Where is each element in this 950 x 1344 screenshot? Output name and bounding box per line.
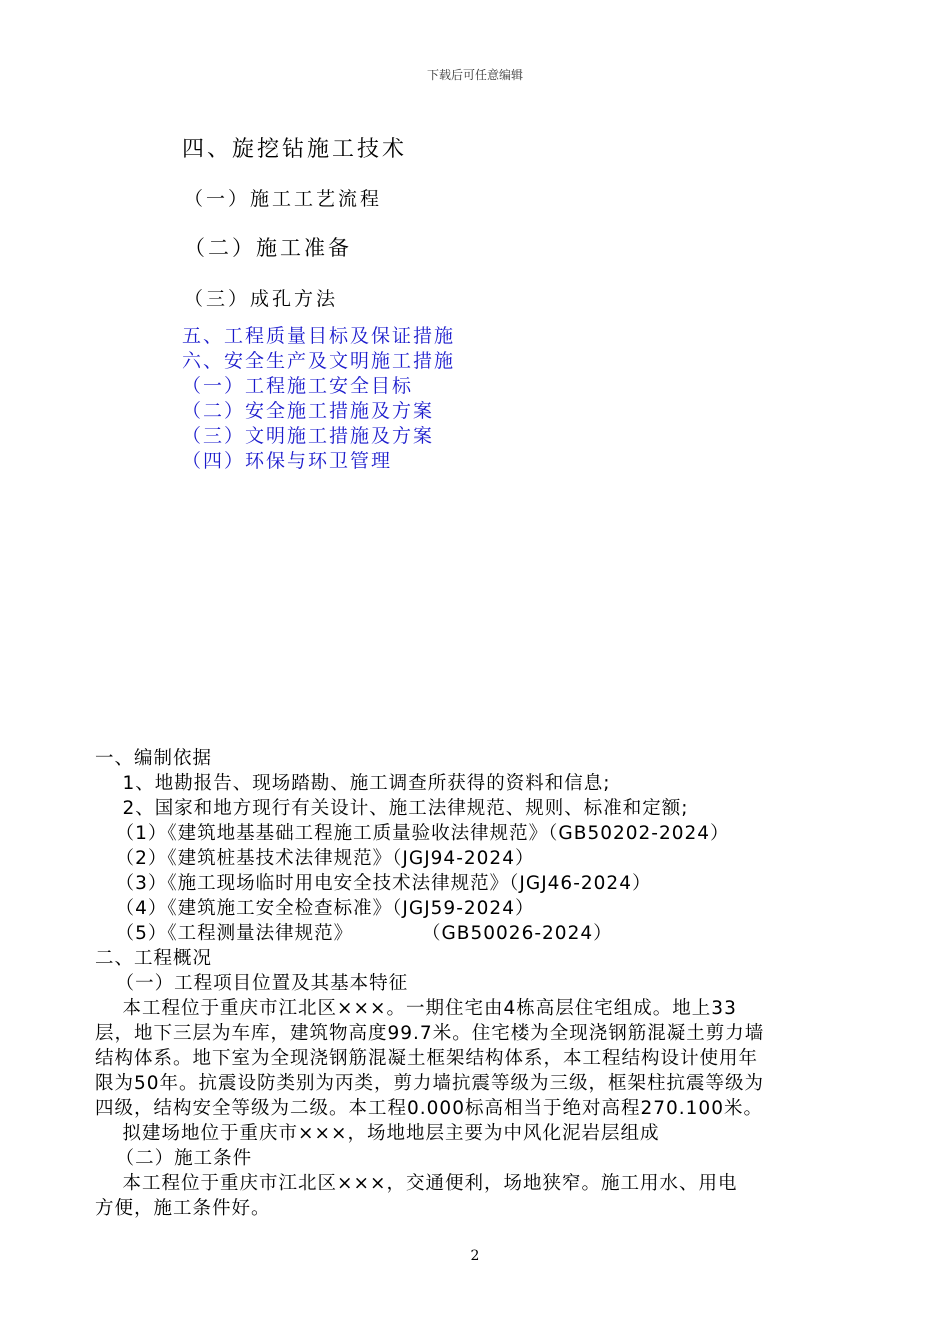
toc-item-4-2: （二）施工准备 <box>184 236 352 260</box>
body-line: （4）《建筑施工安全检查标准》（JGJ59-2024） <box>95 898 535 919</box>
toc-link-6-2[interactable]: （二）安全施工措施及方案 <box>182 400 435 422</box>
toc-link-6-1[interactable]: （一）工程施工安全目标 <box>182 375 414 397</box>
section-heading-1: 一、编制依据 <box>95 748 213 769</box>
body-line: （二）施工条件 <box>95 1148 253 1169</box>
page-number: 2 <box>470 1248 480 1264</box>
body-line: 层，地下三层为车库，建筑物高度99.7米。住宅楼为全现浇钢筋混凝土剪力墙 <box>95 1023 765 1044</box>
body-line: 拟建场地位于重庆市×××，场地地层主要为中风化泥岩层组成 <box>95 1123 660 1144</box>
body-line: 结构体系。地下室为全现浇钢筋混凝土框架结构体系，本工程结构设计使用年 <box>95 1048 759 1069</box>
body-line: 本工程位于重庆市江北区×××，交通便利，场地狭窄。施工用水、用电 <box>95 1173 738 1194</box>
toc-item-4-3: （三）成孔方法 <box>184 288 339 310</box>
toc-link-6-4[interactable]: （四）环保与环卫管理 <box>182 450 393 472</box>
body-line: 方便，施工条件好。 <box>95 1198 271 1219</box>
toc-link-5[interactable]: 五、工程质量目标及保证措施 <box>182 325 456 347</box>
body-line: 2、国家和地方现行有关设计、施工法律规范、规则、标准和定额; <box>95 798 689 819</box>
body-line: （5）《工程测量法律规范》 （GB50026-2024） <box>95 923 613 944</box>
toc-item-4: 四、旋挖钻施工技术 <box>182 137 408 162</box>
body-line: （2）《建筑桩基技术法律规范》（JGJ94-2024） <box>95 848 535 869</box>
toc-item-4-1: （一）施工工艺流程 <box>184 188 383 210</box>
body-line: （3）《施工现场临时用电安全技术法律规范》（JGJ46-2024） <box>95 873 652 894</box>
section-heading-2: 二、工程概况 <box>95 948 213 969</box>
toc-link-6-3[interactable]: （三）文明施工措施及方案 <box>182 425 435 447</box>
body-line: 四级，结构安全等级为二级。本工程0.000标高相当于绝对高程270.100米。 <box>95 1098 763 1119</box>
body-line: 限为50年。抗震设防类别为丙类，剪力墙抗震等级为三级，框架柱抗震等级为 <box>95 1073 765 1094</box>
body-line: 1、地勘报告、现场踏勘、施工调查所获得的资料和信息; <box>95 773 611 794</box>
body-line: （一）工程项目位置及其基本特征 <box>95 973 409 994</box>
body-line: （1）《建筑地基基础工程施工质量验收法律规范》（GB50202-2024） <box>95 823 730 844</box>
toc-link-6[interactable]: 六、安全生产及文明施工措施 <box>182 350 456 372</box>
page-header: 下载后可任意编辑 <box>426 68 523 82</box>
body-line: 本工程位于重庆市江北区×××。一期住宅由4栋高层住宅组成。地上33 <box>95 998 737 1019</box>
